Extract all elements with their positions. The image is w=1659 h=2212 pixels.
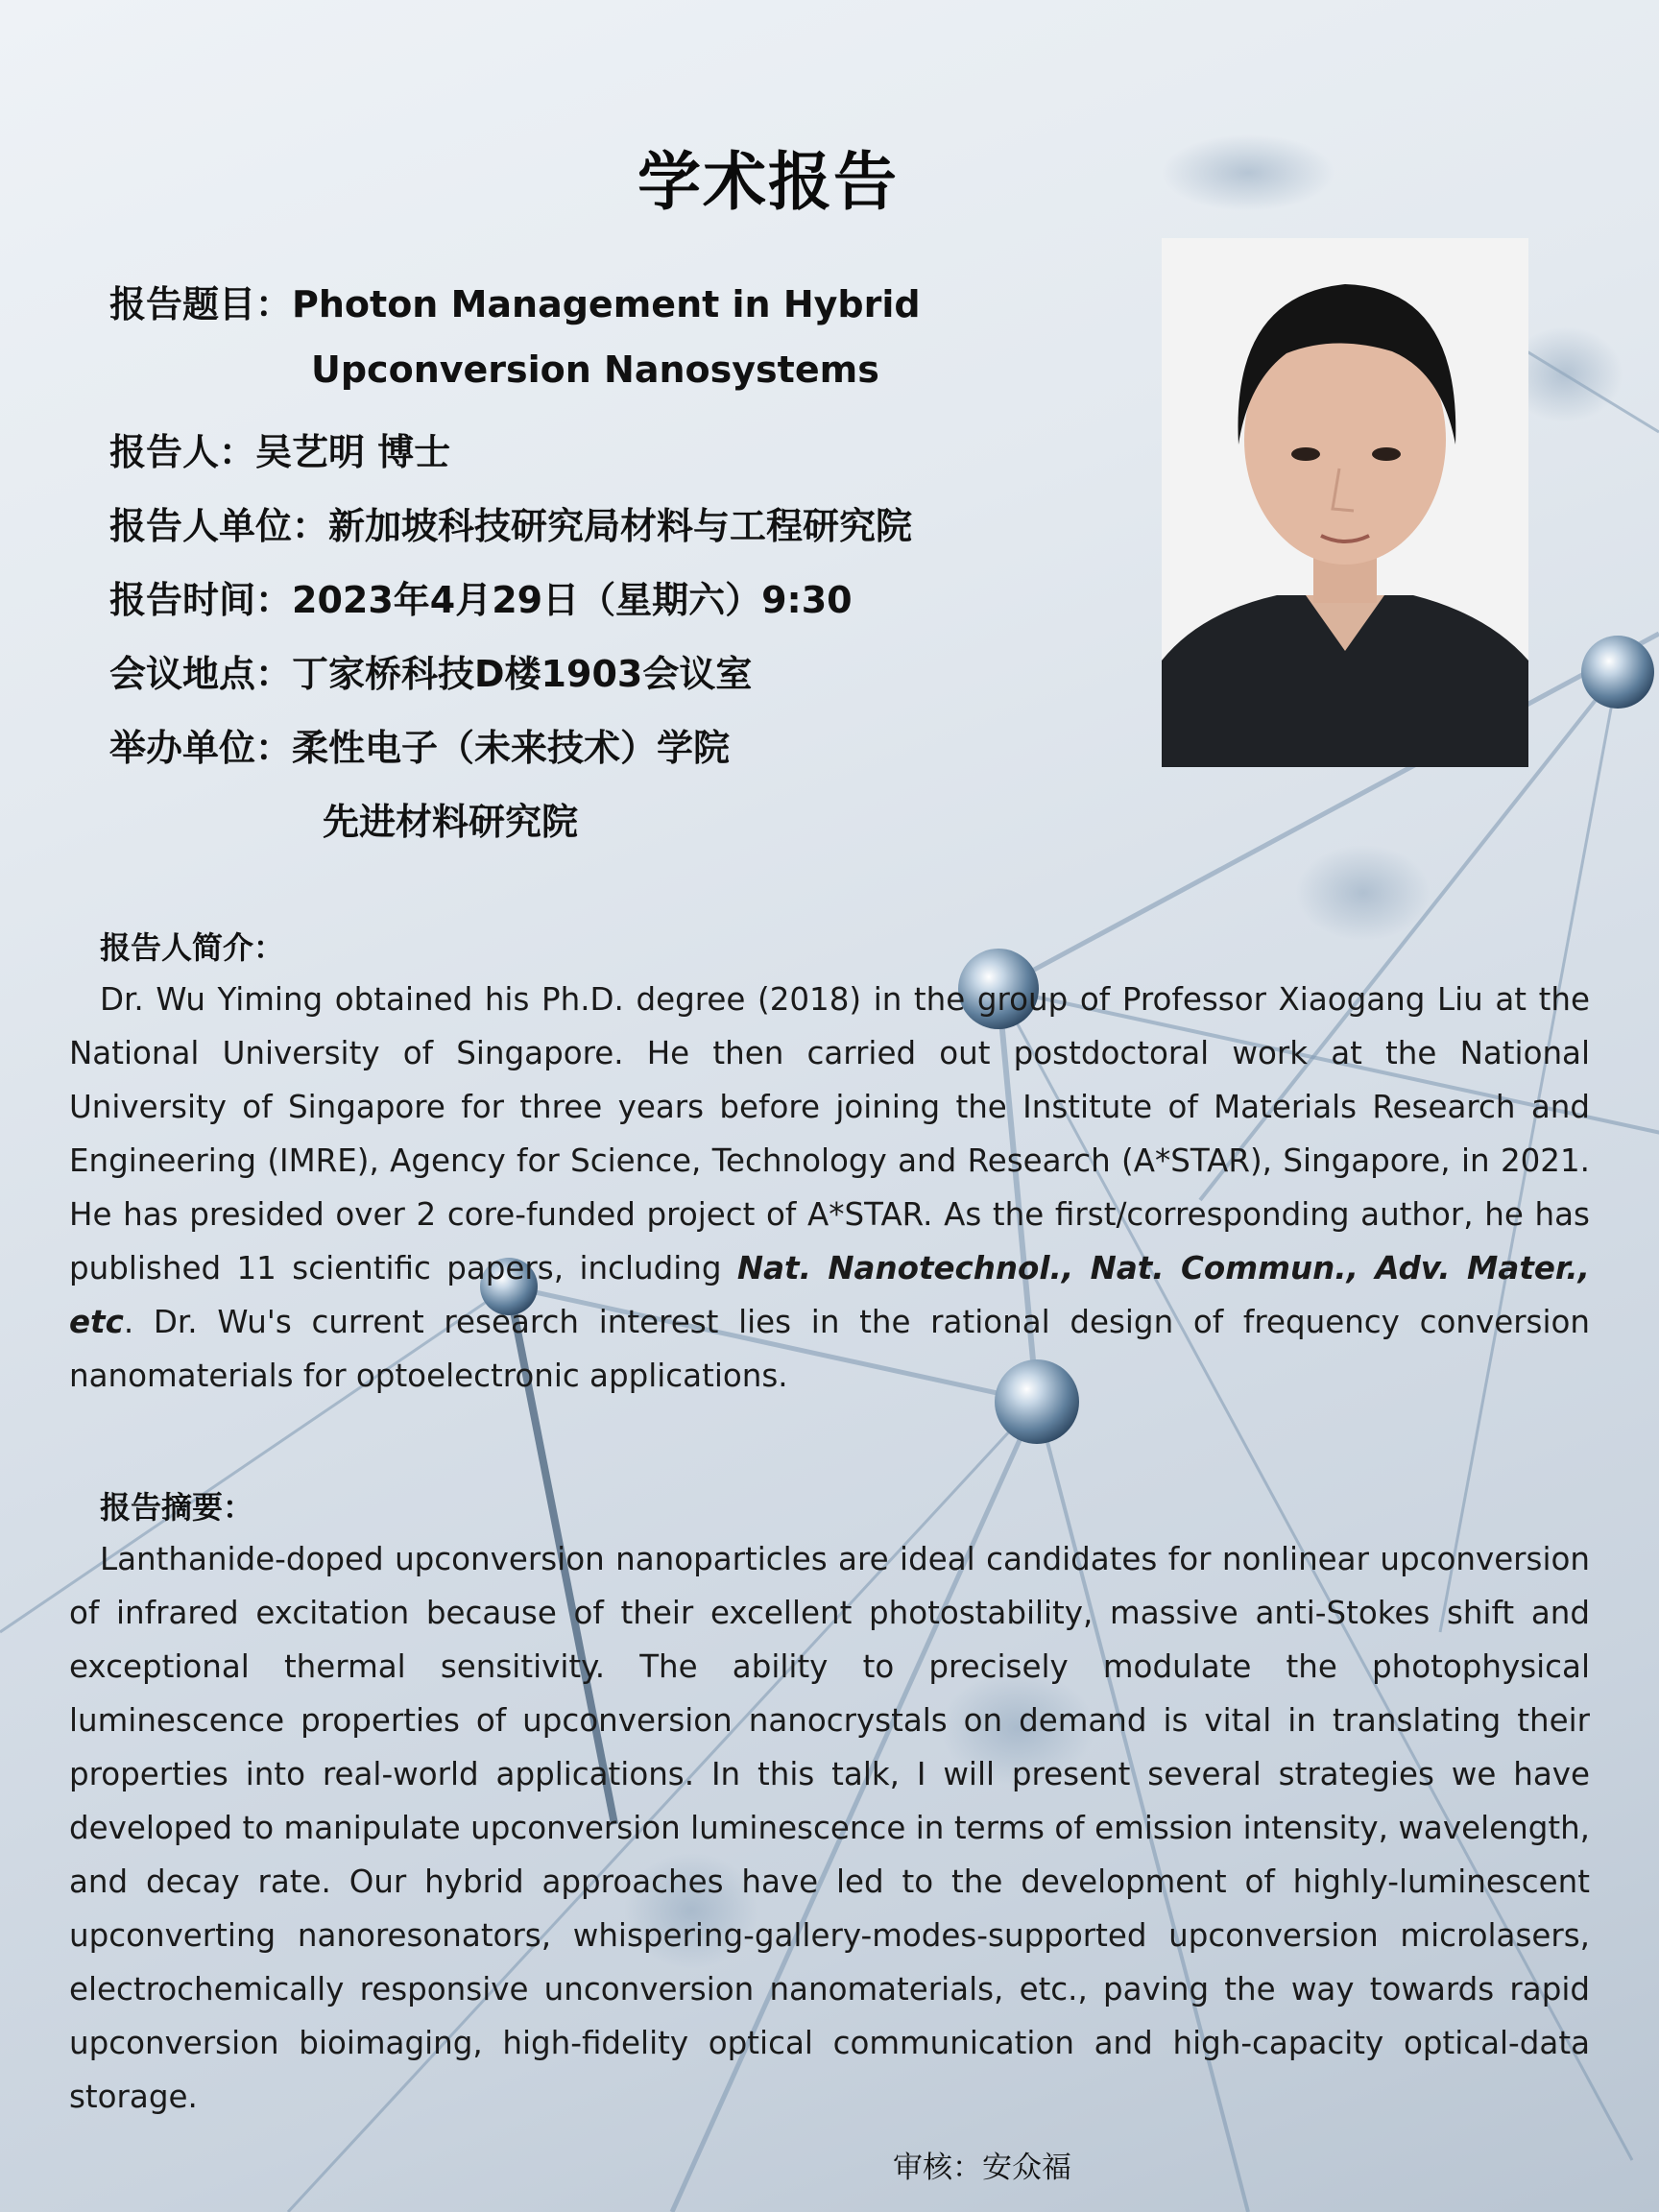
topic-value: Photon Management in Hybrid [292,283,921,325]
host-value-line2: 先进材料研究院 [323,801,579,843]
affiliation-label: 报告人单位： [109,505,329,547]
bio-text-after: . Dr. Wu's current research interest lies in the rational design of frequency conversion nanomaterials for optoelectronic applications. [69,1304,1590,1394]
reviewer-credit: 审核：安众福 [893,2151,1071,2185]
speaker-row [109,422,450,475]
abstract-heading: 报告摘要： [100,1489,254,1526]
speaker-photo [1162,238,1528,767]
venue-row [109,644,752,697]
page-title: 学术报告 [637,145,899,219]
time-value: 2023年4月29日（星期六）9:30 [292,579,853,621]
affiliation-row [109,496,912,549]
affiliation-value: 新加坡科技研究局材料与工程研究院 [328,505,913,547]
time-row [109,570,853,623]
bio-journals: Nat. Nanotechnol., Nat. Commun., Adv. Mater., etc [69,1250,1590,1340]
abstract-paragraph: Lanthanide-doped upconversion nanoparticles are ideal candidates for nonlinear upconversion of infrared excitation because of their excellent photostability, massive anti-Stokes shift and exceptional thermal sensitivity. The ability to precisely modulate the photophysical luminescence properties of upconversion nanocrystals on demand is vital in translating their properties into real-world applications. In this talk, I will present several strategies we have developed to manipulate upconversion luminescence in terms of emission intensity, wavelength, and decay rate. Our hybrid approaches have led to the development of highly-luminescent upconverting nanoresonators, whispering-gallery-modes-supported upconversion microlasers, electrochemically responsive unconversion nanomaterials, etc., paving the way towards rapid upconversion bioimaging, high-fidelity optical communication and high-capacity optical-data storage. [69,1541,1590,2115]
time-label: 报告时间： [109,579,293,621]
venue-label: 会议地点： [109,653,293,695]
bio-heading: 报告人简介： [100,929,285,966]
venue-value: 丁家桥科技D楼1903会议室 [292,653,753,695]
host-row-continued [323,792,578,845]
speaker-name: 吴艺明 博士 [255,431,451,473]
topic-row [109,275,921,327]
host-label: 举办单位： [109,727,293,769]
topic-value-line2: Upconversion Nanosystems [311,349,879,391]
host-row [109,718,730,771]
bio-paragraph [69,973,1590,1403]
bio-text-before: Dr. Wu Yiming obtained his Ph.D. degree (2018) in the group of Professor Xiaogang Liu at the National University of Singapore. He then carried out postdoctoral work at the National University of Singapore for three years before joining the Institute of Materials Research and Engineering (IMRE), Agency for Science, Technology and Research (A*STAR), Singapore, in 2021. He has presided over 2 core-funded project of A*STAR. As the first/corresponding author, he has published 11 scientific papers, including [69,981,1590,1286]
speaker-label: 报告人： [109,431,256,473]
topic-label: 报告题目： [109,283,293,325]
host-value: 柔性电子（未来技术）学院 [292,727,731,769]
topic-row-continued [311,349,879,391]
